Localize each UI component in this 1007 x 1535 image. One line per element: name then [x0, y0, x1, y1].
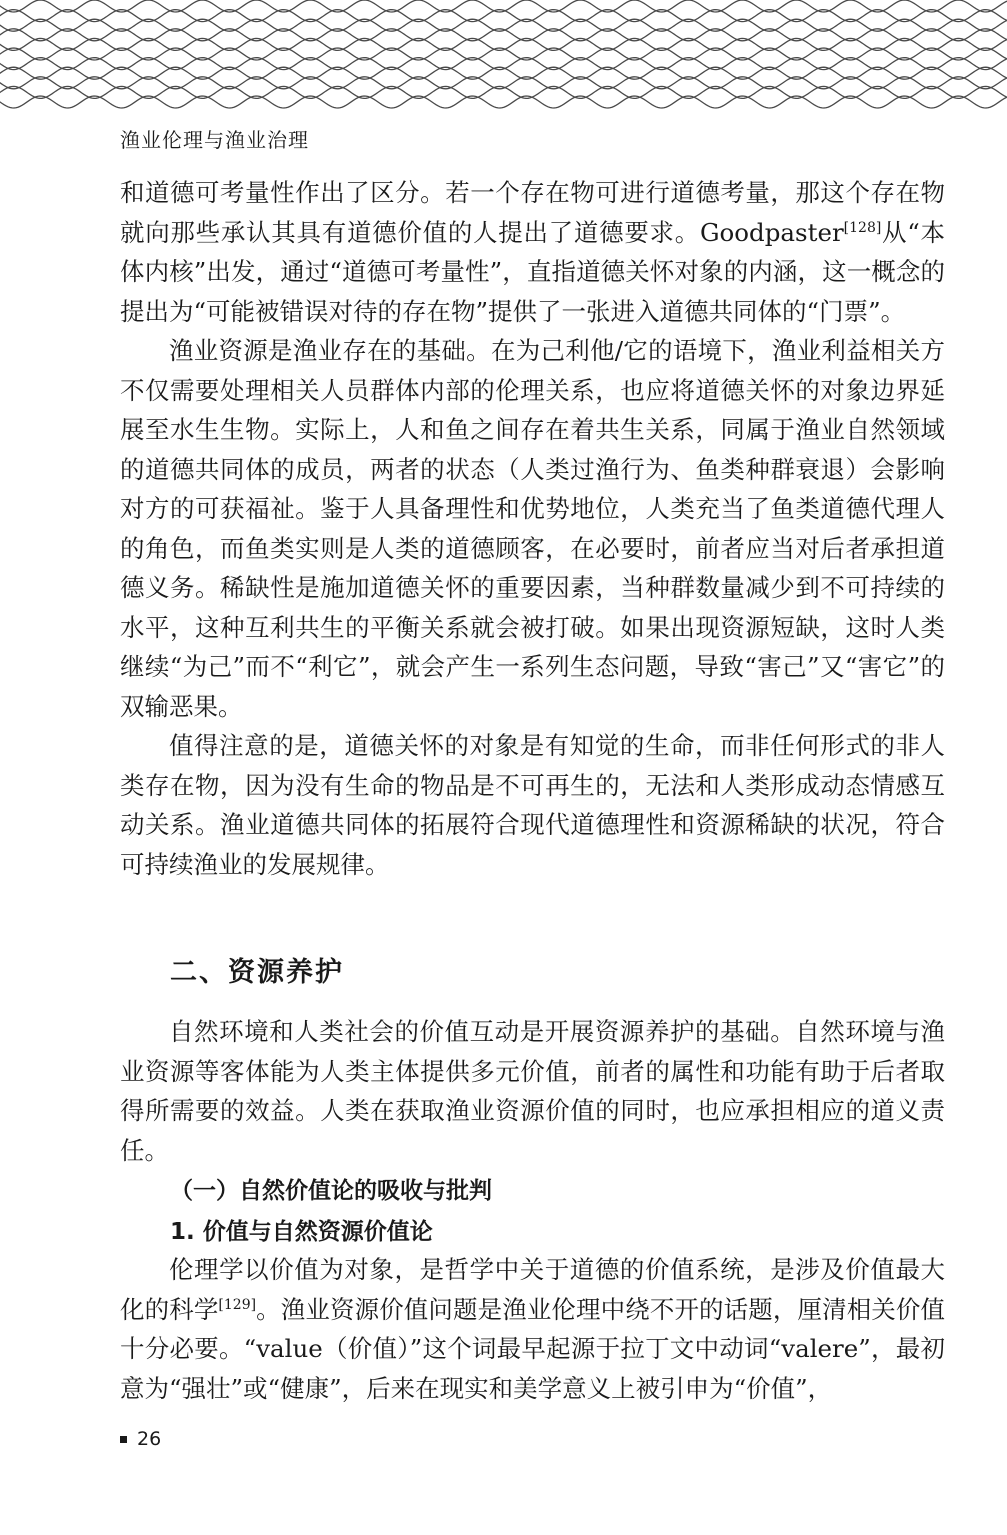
paragraph-block-3 — [120, 1250, 945, 1408]
wave-pattern-header — [0, 0, 1007, 112]
footer-bullet-icon — [120, 1436, 127, 1443]
paragraph-sentient-life: 值得注意的是，道德关怀的对象是有知觉的生命，而非任何形式的非人类存在物，因为没有生命的物品是不可再生的，无法和人类形成动态情感互动关系。渔业道德共同体的拓展符合现代道德理性和资源稀缺的状况，符合可持续渔业的发展规律。 — [120, 731, 945, 879]
subsection-heading-natural-value-theory: （一）自然价值论的吸收与批判 — [170, 1178, 492, 1204]
paragraph-block-1 — [120, 173, 945, 884]
paragraph-value-interaction: 自然环境和人类社会的价值互动是开展资源养护的基础。自然环境与渔业资源等客体能为人类主体提供多元价值，前者的属性和功能有助于后者取得所需要的效益。人类在获取渔业资源价值的同时，也应承担相应的道义责任。 — [120, 1017, 945, 1165]
citation-129: [129] — [218, 1296, 257, 1313]
paragraph-block-2 — [120, 1012, 945, 1170]
citation-128: [128] — [843, 219, 882, 236]
subsubsection-heading-value-and-resources: 1. 价值与自然资源价值论 — [170, 1219, 433, 1245]
page-footer — [120, 1428, 161, 1450]
paragraph-ethics-and-value: 伦理学以价值为对象，是哲学中关于道德的价值系统，是涉及价值最大化的科学[129]。渔业资源价值问题是渔业伦理中绕不开的话题，厘清相关价值十分必要。“value（价值）”这个词最早起源于拉丁文中动词“valere”，最初意为“强壮”或“健康”，后来在现实和美学意义上被引申为“价值”， — [120, 1255, 946, 1403]
running-head-title: 渔业伦理与渔业治理 — [120, 128, 309, 152]
paragraph-fishery-resources: 渔业资源是渔业存在的基础。在为己利他/它的语境下，渔业利益相关方不仅需要处理相关人员群体内部的伦理关系，也应将道德关怀的对象边界延展至水生生物。实际上，人和鱼之间存在着共生关系，同属于渔业自然领域的道德共同体的成员，两者的状态（人类过渔行为、鱼类种群衰退）会影响对方的可获福祉。鉴于人具备理性和优势地位，人类充当了鱼类道德代理人的角色，而鱼类实则是人类的道德顾客，在必要时，前者应当对后者承担道德义务。稀缺性是施加道德关怀的重要因素，当种群数量减少到不可持续的水平，这种互利共生的平衡关系就会被打破。如果出现资源短缺，这时人类继续“为己”而不“利它”，就会产生一系列生态问题，导致“害己”又“害它”的双输恶果。 — [120, 336, 945, 721]
section-heading-resource-conservation: 二、资源养护 — [170, 957, 344, 988]
paragraph-moral-considerability: 和道德可考量性作出了区分。若一个存在物可进行道德考量，那这个存在物就向那些承认其具有道德价值的人提出了道德要求。Goodpaster[128]从“本体内核”出发，通过“道德可考量性”，直指道德关怀对象的内涵，这一概念的提出为“可能被错误对待的存在物”提供了一张进入道德共同体的“门票”。 — [120, 178, 946, 326]
page-number: 26 — [137, 1428, 162, 1450]
